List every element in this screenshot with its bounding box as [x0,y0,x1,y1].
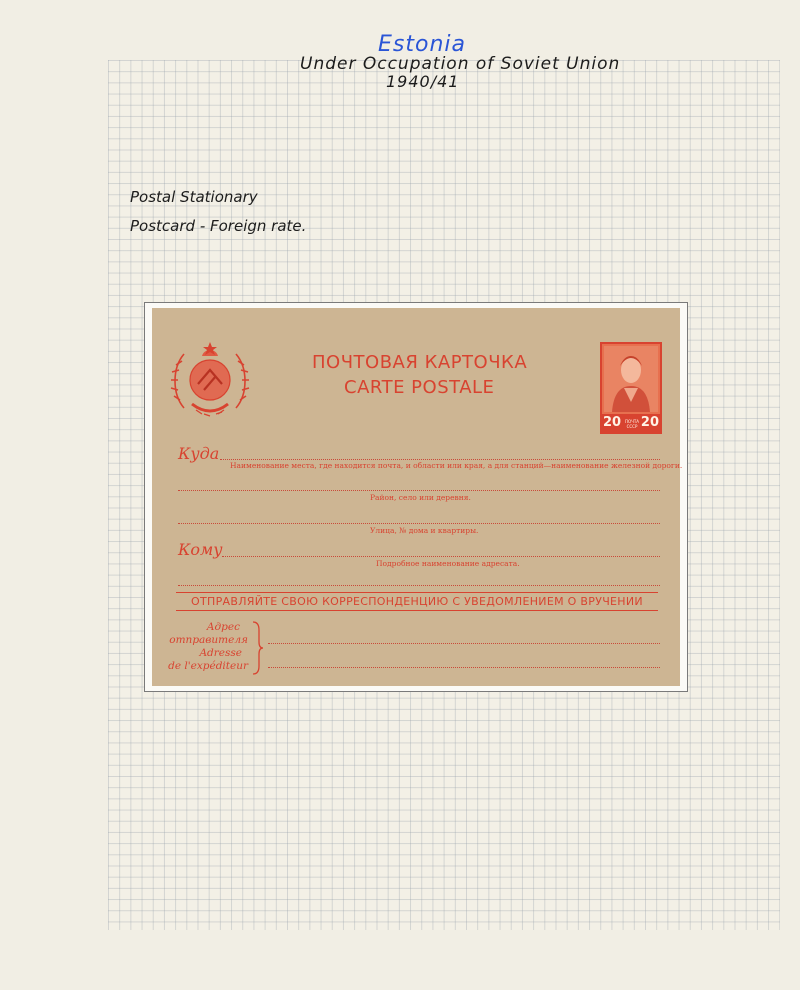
sender-line-2 [268,667,660,668]
note-line-1: Postal Stationary [130,188,258,206]
banner-rule-bottom [176,610,658,611]
sender-label [168,621,248,673]
stamp-caption: ПОЧТА СССР [624,419,640,429]
hint-street: Улица, № дома и квартиры. [370,526,479,535]
stamp-value-right: 20 [640,415,659,430]
address-line-3 [178,523,660,524]
note-line-2: Postcard - Foreign rate. [130,217,307,235]
sender-fr-2: de l'expéditeur [168,660,248,672]
sender-ru-1: Адрес [206,621,240,633]
brace-icon [250,620,264,676]
sender-fr-1: Adresse [199,647,242,659]
coat-of-arms-icon [170,338,250,422]
address-line-4 [222,556,660,557]
page-years: 1940/41 [386,72,460,91]
kuda-label: Куда [178,444,220,463]
address-line-5 [178,585,660,586]
komu-label: Кому [178,540,223,559]
notice-banner: ОТПРАВЛЯЙТЕ СВОЮ КОРРЕСПОНДЕНЦИЮ С УВЕДОМЛЕНИЕМ О ВРУЧЕНИИ [191,595,643,608]
page-subtitle: Under Occupation of Soviet Union [300,54,621,74]
banner-rule-top [176,592,658,593]
sender-ru-2: отправителя [169,634,248,646]
hint-addressee: Подробное наименование адресата. [376,559,520,568]
sender-line-1 [268,643,660,644]
stamp-value-left: 20 [603,415,622,430]
hint-place: Наименование места, где находится почта, и области или края, а для станций—наименование железной дороги. [230,461,683,470]
address-line-2 [178,490,660,491]
address-line-1 [220,459,660,460]
imprinted-stamp [600,342,662,434]
hint-district: Район, село или деревня. [370,493,471,502]
card-title-fr: CARTE POSTALE [344,377,495,398]
card-title-ru: ПОЧТОВАЯ КАРТОЧКА [312,352,528,373]
page-title-country: Estonia [378,32,466,57]
